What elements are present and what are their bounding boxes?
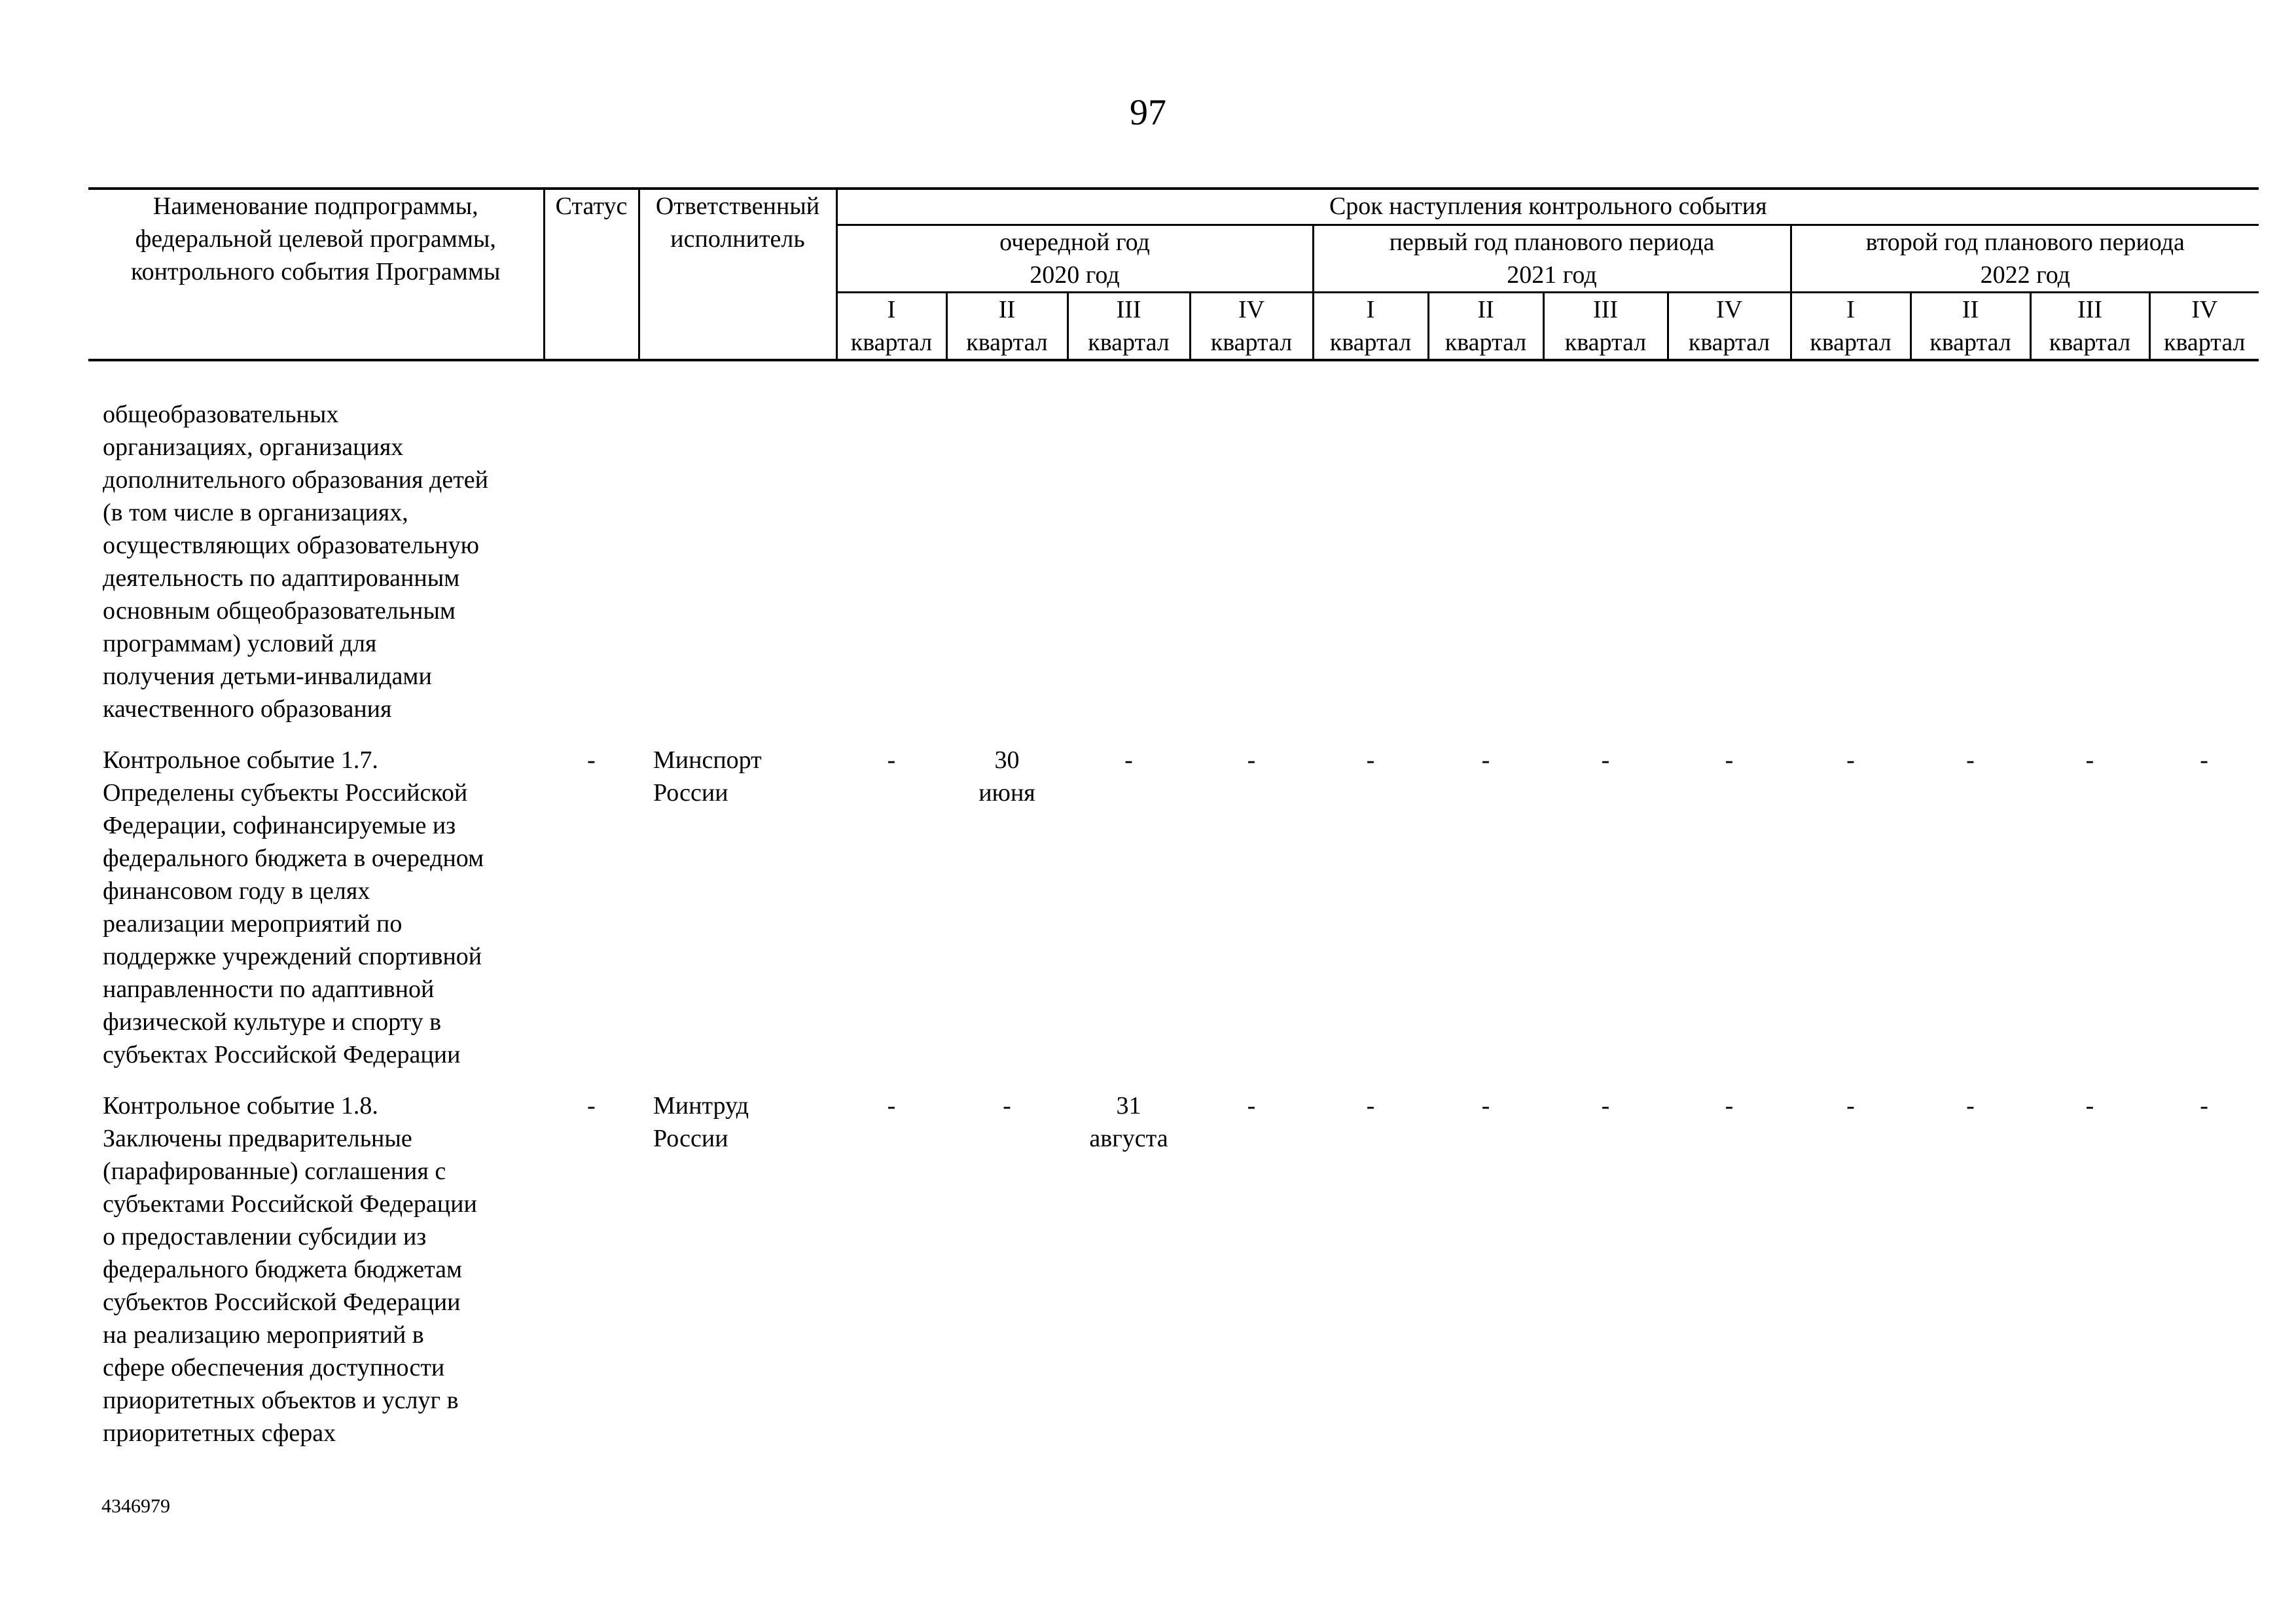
header-period-2021 — [1313, 225, 1791, 293]
quarter-value-line: июня — [978, 779, 1035, 807]
event-name-cell — [88, 744, 544, 1071]
quarter-value-line: августа — [1089, 1125, 1168, 1152]
event-name-line: организациях, организациях — [103, 433, 404, 461]
executor-line: России — [653, 779, 728, 807]
quarter-cell — [946, 398, 1067, 725]
event-name-line: направленности по адаптивной — [103, 976, 435, 1003]
quarter-cell — [1428, 1089, 1543, 1450]
table-header — [88, 189, 2259, 360]
event-name-line: программам) условий для — [103, 630, 377, 657]
header-executor-line: исполнитель — [670, 225, 805, 253]
quarter-cell — [1910, 1089, 2030, 1450]
header-period-2022 — [1791, 225, 2259, 293]
header-quarter — [1910, 293, 2030, 361]
table-body — [88, 360, 2259, 1450]
event-name-line: реализации мероприятий по — [103, 910, 403, 938]
executor-line: России — [653, 1125, 728, 1152]
quarter-word: квартал — [1444, 329, 1527, 356]
quarter-value-line: - — [1601, 1092, 1610, 1120]
quarter-word: квартал — [1564, 329, 1647, 356]
event-name-line: (в том числе в организациях, — [103, 499, 408, 526]
status-cell — [544, 398, 639, 725]
event-name-line: Контрольное событие 1.7. — [103, 746, 378, 774]
quarter-cell — [2149, 1089, 2259, 1450]
quarter-value-line: - — [1481, 746, 1490, 774]
header-quarter — [946, 293, 1067, 361]
quarter-cell — [1668, 1089, 1791, 1450]
quarter-value-line: - — [1966, 1092, 1975, 1120]
quarter-cell — [1543, 744, 1668, 1071]
period-label: второй год планового периода — [1865, 228, 2185, 256]
quarter-cell — [1190, 744, 1313, 1071]
event-name-line: физической культуре и спорту в — [103, 1008, 442, 1036]
header-quarter — [1067, 293, 1190, 361]
header-executor-column — [639, 189, 836, 360]
event-name-line: осуществляющих образовательную — [103, 532, 480, 559]
quarter-number: IV — [2191, 296, 2218, 323]
event-name-line: приоритетных объектов и услуг в — [103, 1387, 459, 1414]
quarter-value-line: - — [1003, 1092, 1011, 1120]
event-name-line: деятельность по адаптированным — [103, 564, 460, 592]
control-events-table — [88, 187, 2259, 1450]
header-quarter — [1668, 293, 1791, 361]
page-number: 97 — [1130, 92, 1166, 133]
quarter-value-line: - — [1966, 746, 1975, 774]
document-id: 4346979 — [101, 1495, 170, 1517]
quarter-cell — [1791, 744, 1910, 1071]
event-name-line: федерального бюджета в очередном — [103, 845, 484, 872]
event-name-line: о предоставлении субсидии из — [103, 1223, 427, 1250]
event-name-line: Определены субъекты Российской — [103, 779, 468, 807]
quarter-cell — [1313, 744, 1428, 1071]
header-quarter — [1791, 293, 1910, 361]
header-quarter — [1190, 293, 1313, 361]
row-gap-cell — [88, 1071, 2259, 1089]
event-name-line: Контрольное событие 1.8. — [103, 1092, 378, 1120]
event-name-line: субъектами Российской Федерации — [103, 1190, 477, 1218]
quarter-value-line: - — [2085, 746, 2094, 774]
quarter-value-line: - — [1124, 746, 1133, 774]
period-label: очередной год — [999, 228, 1150, 256]
quarter-number: II — [1962, 296, 1979, 323]
quarter-word: квартал — [966, 329, 1048, 356]
header-deadline-title: Срок наступления контрольного события — [836, 189, 2259, 225]
quarter-cell — [1910, 398, 2030, 725]
quarter-number: I — [887, 296, 896, 323]
quarter-value-line: - — [1846, 746, 1855, 774]
header-name-line: контрольного события Программы — [131, 258, 501, 285]
quarter-cell — [1313, 1089, 1428, 1450]
quarter-word: квартал — [1088, 329, 1170, 356]
quarter-cell — [1668, 398, 1791, 725]
event-name-line: сфере обеспечения доступности — [103, 1354, 445, 1381]
event-name-line: качественного образования — [103, 695, 392, 723]
table-row — [88, 1089, 2259, 1450]
quarter-word: квартал — [850, 329, 933, 356]
quarter-number: II — [998, 296, 1016, 323]
quarter-value-line: - — [1247, 1092, 1256, 1120]
quarter-cell — [1428, 744, 1543, 1071]
event-name-line: дополнительного образования детей — [103, 466, 488, 494]
quarter-value-line: 31 — [1116, 1092, 1141, 1120]
header-quarter — [1313, 293, 1428, 361]
executor-line: Минспорт — [653, 746, 762, 774]
event-name-cell — [88, 1089, 544, 1450]
header-name-column — [88, 189, 544, 360]
quarter-cell — [2149, 744, 2259, 1071]
quarter-value-line: - — [1247, 746, 1256, 774]
event-name-line: основным общеобразовательным — [103, 597, 456, 625]
quarter-value-line: - — [1481, 1092, 1490, 1120]
table-row — [88, 398, 2259, 725]
event-name-line: приоритетных сферах — [103, 1419, 336, 1447]
quarter-cell — [2030, 1089, 2149, 1450]
event-name-line: финансовом году в целях — [103, 877, 370, 905]
quarter-number: III — [1116, 296, 1141, 323]
quarter-word: квартал — [1929, 329, 2011, 356]
header-name-line: Наименование подпрограммы, — [152, 192, 478, 220]
header-quarter — [2149, 293, 2259, 361]
quarter-number: III — [1593, 296, 1618, 323]
quarter-value-line: - — [2200, 1092, 2208, 1120]
header-executor-line: Ответственный — [655, 192, 820, 220]
header-quarter — [836, 293, 946, 361]
quarter-cell — [1313, 398, 1428, 725]
quarter-number: III — [2077, 296, 2102, 323]
quarter-cell — [1543, 1089, 1668, 1450]
quarter-cell — [836, 1089, 946, 1450]
event-name-line: (парафированные) соглашения с — [103, 1158, 446, 1185]
quarter-word: квартал — [1688, 329, 1770, 356]
event-name-line: Заключены предварительные — [103, 1125, 412, 1152]
quarter-cell — [1067, 398, 1190, 725]
event-name-line: субъектов Российской Федерации — [103, 1288, 461, 1316]
quarter-word: квартал — [1810, 329, 1892, 356]
quarter-value-line: - — [2085, 1092, 2094, 1120]
quarter-cell — [836, 744, 946, 1071]
quarter-word: квартал — [2049, 329, 2131, 356]
header-period-2020 — [836, 225, 1313, 293]
quarter-cell — [946, 1089, 1067, 1450]
quarter-value-line: 30 — [994, 746, 1020, 774]
period-year: 2020 год — [1030, 261, 1120, 289]
event-name-line: субъектах Российской Федерации — [103, 1041, 461, 1068]
quarter-cell — [1428, 398, 1543, 725]
header-quarter — [1543, 293, 1668, 361]
quarter-word: квартал — [1210, 329, 1293, 356]
event-name-line: Федерации, софинансируемые из — [103, 812, 456, 839]
quarter-value-line: - — [1366, 746, 1375, 774]
quarter-cell — [1067, 1089, 1190, 1450]
quarter-cell — [1791, 398, 1910, 725]
quarter-cell — [1543, 398, 1668, 725]
quarter-cell — [1067, 744, 1190, 1071]
period-year: 2022 год — [1980, 261, 2070, 289]
quarter-cell — [2030, 744, 2149, 1071]
quarter-value-line: - — [1725, 746, 1734, 774]
quarter-value-line: - — [2200, 746, 2208, 774]
quarter-value-line: - — [1601, 746, 1610, 774]
header-name-line: федеральной целевой программы, — [135, 225, 496, 253]
quarter-number: IV — [1238, 296, 1265, 323]
quarter-value-line: - — [1846, 1092, 1855, 1120]
event-name-line: на реализацию мероприятий в — [103, 1321, 424, 1349]
period-year: 2021 год — [1507, 261, 1597, 289]
executor-cell — [639, 398, 836, 725]
quarter-word: квартал — [2164, 329, 2246, 356]
event-name-line: получения детьми-инвалидами — [103, 663, 432, 690]
executor-cell — [639, 1089, 836, 1450]
quarter-value-line: - — [887, 1092, 896, 1120]
event-name-line: федерального бюджета бюджетам — [103, 1256, 463, 1283]
event-name-line: общеобразовательных — [103, 401, 339, 428]
header-quarter — [1428, 293, 1543, 361]
quarter-value-line: - — [1725, 1092, 1734, 1120]
executor-line: Минтруд — [653, 1092, 749, 1120]
quarter-cell — [2030, 398, 2149, 725]
quarter-cell — [1190, 398, 1313, 725]
period-label: первый год планового периода — [1389, 228, 1715, 256]
quarter-number: II — [1477, 296, 1494, 323]
status-cell: - — [587, 746, 596, 774]
event-name-line: поддержке учреждений спортивной — [103, 943, 482, 970]
quarter-word: квартал — [1329, 329, 1412, 356]
quarter-cell — [946, 744, 1067, 1071]
header-quarter — [2030, 293, 2149, 361]
quarter-cell — [836, 398, 946, 725]
row-gap-cell — [88, 725, 2259, 744]
quarter-number: I — [1366, 296, 1375, 323]
quarter-cell — [1190, 1089, 1313, 1450]
status-cell: - — [587, 1092, 596, 1120]
header-status-column: Статус — [544, 189, 639, 360]
quarter-number: IV — [1715, 296, 1743, 323]
quarter-cell — [1668, 744, 1791, 1071]
quarter-number: I — [1846, 296, 1855, 323]
event-name-cell — [88, 398, 544, 725]
row-gap — [88, 725, 2259, 744]
executor-cell — [639, 744, 836, 1071]
quarter-value-line: - — [1366, 1092, 1375, 1120]
quarter-cell — [1910, 744, 2030, 1071]
table-row — [88, 744, 2259, 1071]
quarter-cell — [1791, 1089, 1910, 1450]
quarter-cell — [2149, 398, 2259, 725]
quarter-value-line: - — [887, 746, 896, 774]
row-gap — [88, 1071, 2259, 1089]
